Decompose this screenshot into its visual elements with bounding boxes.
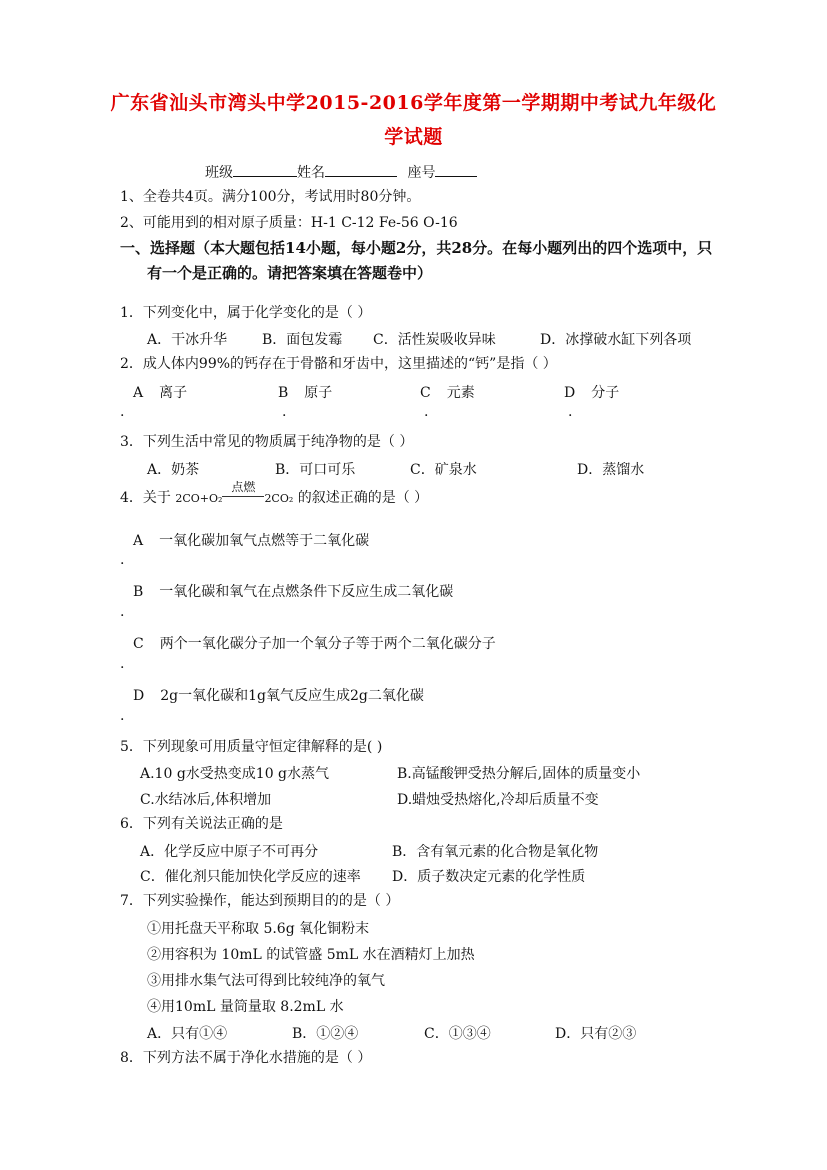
q2-dot-a: . — [120, 404, 125, 420]
q4-dot-a: . — [120, 552, 125, 568]
q7-statement-4: ④用10mL 量筒量取 8.2mL 水 — [147, 999, 344, 1015]
q1-option-c: C．活性炭吸收异味 — [373, 332, 496, 348]
q5-option-b: B.高锰酸钾受热分解后,固体的质量变小 — [397, 766, 641, 782]
q4-option-a-letter: A — [133, 533, 144, 549]
section1-heading-cont: 有一个是正确的。请把答案填在答题卷中） — [147, 264, 433, 282]
q2-option-d-text: 分子 — [591, 385, 620, 401]
q2-stem: 2．成人体内99%的钙存在于骨骼和牙齿中，这里描述的“钙”是指（ ） — [120, 356, 557, 372]
q6-option-d: D．质子数决定元素的化学性质 — [392, 869, 586, 885]
q4-option-d-letter: D — [133, 688, 145, 704]
q2-option-b — [278, 382, 332, 402]
q4-equation-arrow — [222, 480, 264, 507]
q1-stem: 1．下列变化中，属于化学变化的是（ ） — [120, 305, 372, 321]
q6-option-a: A．化学反应中原子不可再分 — [140, 844, 319, 860]
q7-option-c: C．①③④ — [424, 1026, 491, 1042]
q4-option-c-text: 两个一氧化碳分子加一个氧分子等于两个二氧化碳分子 — [159, 636, 496, 652]
q7-option-b: B．①②④ — [292, 1026, 359, 1042]
section1-heading: 一、选择题（本大题包括14小题，每小题2分，共28分。在每小题列出的四个选项中，只 — [120, 239, 713, 257]
q4-option-a — [133, 530, 369, 550]
q4-equation-condition: 点燃 — [231, 480, 256, 494]
q3-option-b: B．可口可乐 — [275, 462, 356, 478]
q4-option-c — [133, 633, 496, 653]
name-blank — [325, 162, 397, 177]
q4-stem — [120, 480, 429, 508]
q3-stem: 3．下列生活中常见的物质属于纯净物的是（ ） — [120, 434, 414, 450]
q1-option-b: B．面包发霉 — [262, 332, 343, 348]
q2-dot-d: . — [568, 404, 573, 420]
q2-dot-c: . — [424, 404, 429, 420]
q4-option-d — [133, 685, 424, 705]
q4-dot-c: . — [120, 656, 125, 672]
q5-stem: 5．下列现象可用质量守恒定律解释的是( ) — [120, 739, 383, 755]
exam-title-line2: 学试题 — [384, 126, 443, 148]
q7-option-a: A．只有①④ — [147, 1026, 228, 1042]
q4-equation-bar — [222, 496, 264, 500]
q2-option-d — [564, 382, 619, 402]
q4-stem-post: 的叙述正确的是（ ） — [293, 490, 429, 506]
q2-option-d-letter: D — [564, 385, 576, 401]
q6-option-c: C．催化剂只能加快化学反应的速率 — [140, 869, 361, 885]
student-info-line — [205, 162, 477, 182]
q5-option-d: D.蜡烛受热熔化,冷却后质量不变 — [397, 792, 599, 808]
q6-stem: 6．下列有关说法正确的是 — [120, 816, 283, 832]
q4-option-a-text: 一氧化碳加氧气点燃等于二氧化碳 — [159, 533, 370, 549]
q2-option-c — [420, 382, 475, 402]
q4-dot-b: . — [120, 604, 125, 620]
q8-stem: 8．下列方法不属于净化水措施的是（ ） — [120, 1050, 372, 1066]
class-label: 班级 — [205, 165, 233, 181]
q7-statement-1: ①用托盘天平称取 5.6g 氧化铜粉末 — [147, 921, 370, 937]
q2-option-a — [133, 382, 187, 402]
q7-option-d: D．只有②③ — [555, 1026, 637, 1042]
q4-option-b-letter: B — [133, 584, 144, 600]
q3-option-d: D．蒸馏水 — [577, 462, 645, 478]
exam-title-line1: 广东省汕头市湾头中学2015-2016学年度第一学期期中考试九年级化 — [110, 92, 717, 114]
q2-dot-b: . — [282, 404, 287, 420]
q4-equation-left: 2CO+O₂ — [175, 492, 223, 505]
q4-option-b-text: 一氧化碳和氧气在点燃条件下反应生成二氧化碳 — [159, 584, 454, 600]
q7-stem: 7．下列实验操作，能达到预期目的的是（ ） — [120, 893, 400, 909]
q2-option-c-letter: C — [420, 385, 431, 401]
note-2: 2、可能用到的相对原子质量：H-1 C-12 Fe-56 O-16 — [120, 215, 458, 231]
q4-option-c-letter: C — [133, 636, 144, 652]
q2-option-c-text: 元素 — [446, 385, 475, 401]
seat-label: 座号 — [407, 165, 436, 181]
q4-equation-right: 2CO₂ — [264, 492, 294, 505]
q4-option-b — [133, 581, 453, 601]
q5-option-a: A.10 g水受热变成10 g水蒸气 — [140, 766, 330, 782]
q7-statement-2: ②用容积为 10mL 的试管盛 5mL 水在酒精灯上加热 — [147, 947, 475, 963]
q3-option-a: A．奶茶 — [147, 462, 200, 478]
q2-option-a-text: 离子 — [159, 385, 188, 401]
class-blank — [233, 162, 297, 177]
q2-option-a-letter: A — [133, 385, 144, 401]
q4-option-d-text: 2g一氧化碳和1g氧气反应生成2g二氧化碳 — [160, 688, 424, 704]
q7-statement-3: ③用排水集气法可得到比较纯净的氧气 — [147, 973, 385, 989]
note-1: 1、全卷共4页。满分100分，考试用时80分钟。 — [120, 189, 421, 205]
q2-option-b-letter: B — [278, 385, 289, 401]
q3-option-c: C．矿泉水 — [410, 462, 477, 478]
seat-blank — [435, 162, 477, 177]
q5-option-c: C.水结冰后,体积增加 — [140, 792, 272, 808]
q1-option-d: D．冰撑破水缸下列各项 — [540, 332, 692, 348]
q4-dot-d: . — [120, 708, 125, 724]
q2-option-b-text: 原子 — [304, 385, 333, 401]
q6-option-b: B．含有氧元素的化合物是氧化物 — [392, 844, 599, 860]
q1-option-a: A．干冰升华 — [147, 332, 228, 348]
name-label: 姓名 — [297, 165, 325, 181]
q4-stem-pre: 4．关于 — [120, 490, 176, 506]
